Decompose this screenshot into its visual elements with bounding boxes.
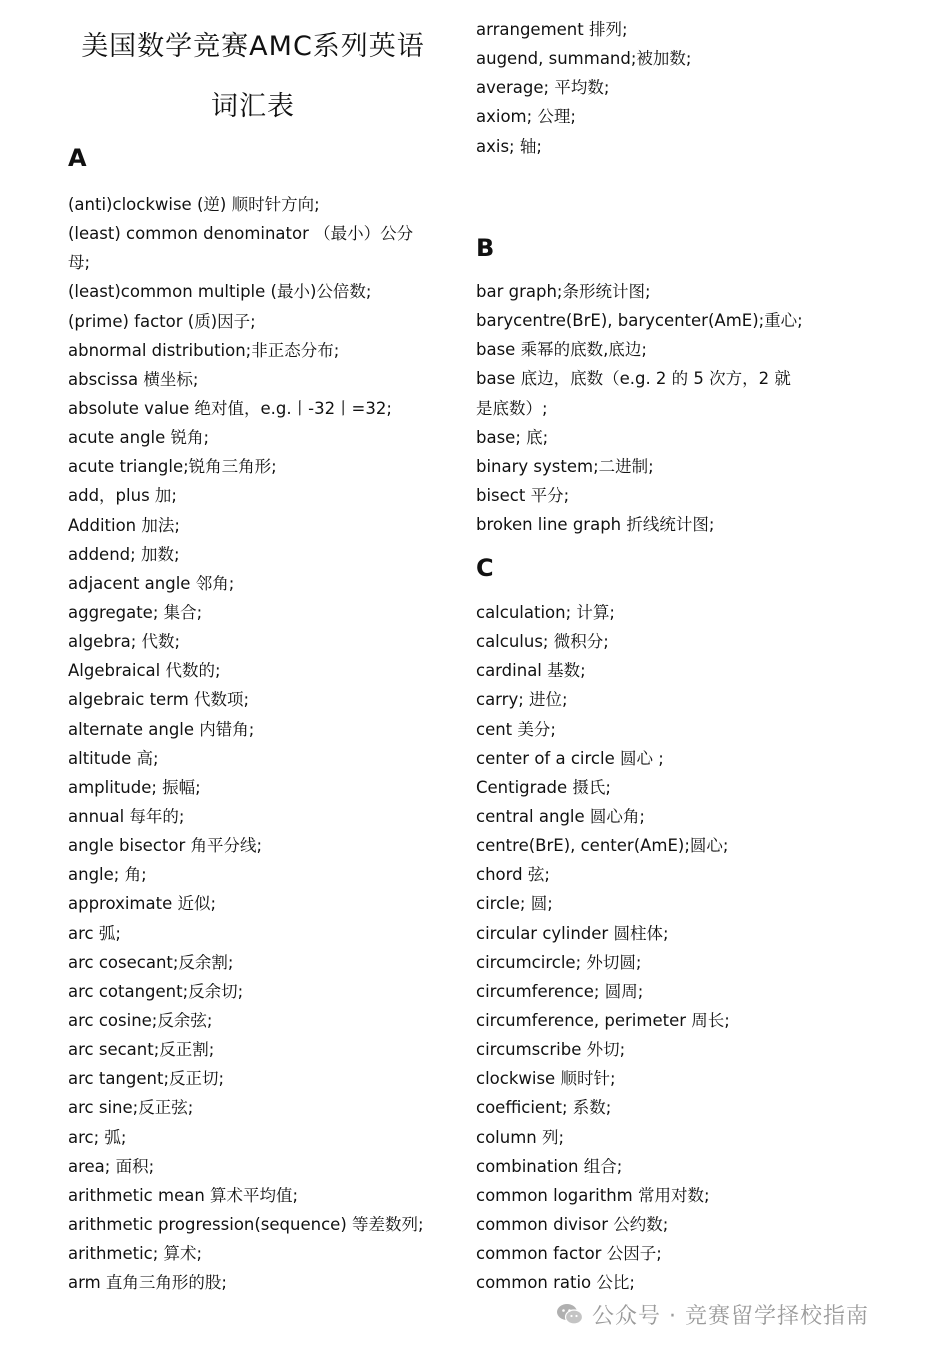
glossary-entry: angle; 角; — [68, 865, 147, 885]
glossary-entry: adjacent angle 邻角; — [68, 573, 235, 593]
glossary-entry: arrangement 排列; — [476, 20, 628, 39]
glossary-entry: circumference, perimeter 周长; — [476, 1010, 730, 1030]
glossary-entry: clockwise 顺时针; — [476, 1069, 616, 1089]
glossary-list-c — [476, 598, 896, 1297]
glossary-entry: chord 弦; — [476, 865, 550, 885]
glossary-entry: (least) common denominator （最小）公分 — [68, 224, 414, 244]
glossary-entry: Algebraical 代数的; — [68, 661, 221, 681]
glossary-entry: column 列; — [476, 1127, 565, 1147]
glossary-entry: aggregate; 集合; — [68, 602, 203, 622]
glossary-entry: carry; 进位; — [476, 690, 568, 710]
glossary-entry: arc; 弧; — [68, 1127, 127, 1147]
glossary-entry: (prime) factor (质)因子; — [68, 311, 256, 331]
glossary-entry: common logarithm 常用对数; — [476, 1185, 710, 1205]
glossary-entry: algebraic term 代数项; — [68, 690, 250, 710]
glossary-entry: common divisor 公约数; — [476, 1214, 669, 1234]
glossary-entry: arc secant;反正割; — [68, 1040, 215, 1060]
glossary-entry: arc 弧; — [68, 923, 121, 943]
glossary-entry: central angle 圆心角; — [476, 806, 645, 826]
glossary-entry: arithmetic mean 算术平均值; — [68, 1185, 299, 1205]
wechat-icon — [556, 1302, 584, 1326]
glossary-entry: (anti)clockwise (逆) 顺时针方向; — [68, 195, 320, 214]
glossary-entry: calculus; 微积分; — [476, 632, 609, 652]
glossary-entry: average; 平均数; — [476, 78, 610, 98]
glossary-entry: arc tangent;反正切; — [68, 1069, 225, 1089]
glossary-entry: common ratio 公比; — [476, 1273, 635, 1293]
watermark — [556, 1298, 869, 1330]
glossary-entry: 母; — [68, 253, 91, 273]
glossary-entry: acute angle 锐角; — [68, 428, 210, 448]
glossary-entry: arithmetic; 算术; — [68, 1244, 203, 1264]
glossary-entry: amplitude; 振幅; — [68, 777, 201, 797]
glossary-entry: absolute value 绝对值，e.g.丨-32丨=32; — [68, 398, 392, 418]
glossary-entry: base 乘幂的底数,底边; — [476, 340, 647, 360]
glossary-entry: binary system;二进制; — [476, 456, 654, 476]
glossary-entry: annual 每年的; — [68, 806, 185, 826]
page-title-line2: 词汇表 — [211, 91, 295, 122]
section-heading-b: B — [476, 234, 495, 262]
glossary-list-a — [68, 190, 444, 1297]
glossary-entry: circumscribe 外切; — [476, 1040, 626, 1060]
glossary-entry: approximate 近似; — [68, 894, 217, 914]
watermark-text: 公众号 · 竞赛留学择校指南 — [592, 1303, 869, 1329]
glossary-entry: altitude 高; — [68, 748, 159, 768]
glossary-entry: cardinal 基数; — [476, 661, 586, 681]
glossary-entry: algebra; 代数; — [68, 632, 181, 652]
glossary-entry: barycentre(BrE), barycenter(AmE);重心; — [476, 311, 803, 331]
glossary-entry: centre(BrE), center(AmE);圆心; — [476, 836, 729, 856]
glossary-entry: acute triangle;锐角三角形; — [68, 457, 277, 477]
glossary-entry: angle bisector 角平分线; — [68, 836, 263, 856]
glossary-entry: axiom; 公理; — [476, 107, 576, 127]
glossary-entry: circumference; 圆周; — [476, 981, 644, 1001]
glossary-list-a-continued — [476, 15, 896, 161]
glossary-entry: arc sine;反正弦; — [68, 1098, 194, 1118]
glossary-entry: circle; 圆; — [476, 894, 553, 914]
glossary-entry: abnormal distribution;非正态分布; — [68, 340, 340, 360]
glossary-entry: calculation; 计算; — [476, 603, 615, 622]
page-title: 美国数学竞赛AMC系列英语 — [81, 31, 425, 62]
glossary-entry: cent 美分; — [476, 719, 556, 739]
glossary-entry: 是底数）; — [476, 398, 548, 418]
glossary-entry: arc cotangent;反余切; — [68, 981, 244, 1001]
glossary-entry: augend, summand;被加数; — [476, 49, 692, 69]
glossary-entry: broken line graph 折线统计图; — [476, 515, 715, 535]
section-heading-a: A — [68, 144, 87, 172]
glossary-entry: arithmetic progression(sequence) 等差数列; — [68, 1214, 424, 1234]
glossary-entry: alternate angle 内错角; — [68, 719, 255, 739]
glossary-entry: (least)common multiple (最小)公倍数; — [68, 282, 372, 302]
glossary-entry: bisect 平分; — [476, 485, 570, 505]
glossary-entry: base 底边，底数（e.g. 2 的 5 次方，2 就 — [476, 369, 791, 389]
glossary-entry: Addition 加法; — [68, 515, 180, 535]
glossary-entry: combination 组合; — [476, 1156, 623, 1176]
glossary-entry: area; 面积; — [68, 1156, 155, 1176]
glossary-entry: Centigrade 摄氏; — [476, 777, 611, 797]
glossary-entry: center of a circle 圆心 ; — [476, 748, 664, 768]
section-heading-c: C — [476, 554, 494, 582]
glossary-entry: arc cosine;反余弦; — [68, 1010, 213, 1030]
glossary-entry: circumcircle; 外切圆; — [476, 952, 642, 972]
glossary-entry: common factor 公因子; — [476, 1244, 662, 1264]
glossary-entry: add，plus 加; — [68, 486, 177, 506]
glossary-entry: abscissa 横坐标; — [68, 369, 199, 389]
glossary-entry: coefficient; 系数; — [476, 1098, 612, 1118]
glossary-entry: base; 底; — [476, 427, 549, 447]
glossary-entry: addend; 加数; — [68, 544, 180, 564]
glossary-entry: axis; 轴; — [476, 136, 542, 156]
glossary-entry: bar graph;条形统计图; — [476, 282, 651, 301]
glossary-entry: arm 直角三角形的股; — [68, 1273, 227, 1293]
glossary-list-b — [476, 277, 896, 539]
glossary-entry: circular cylinder 圆柱体; — [476, 923, 669, 943]
glossary-entry: arc cosecant;反余割; — [68, 952, 234, 972]
